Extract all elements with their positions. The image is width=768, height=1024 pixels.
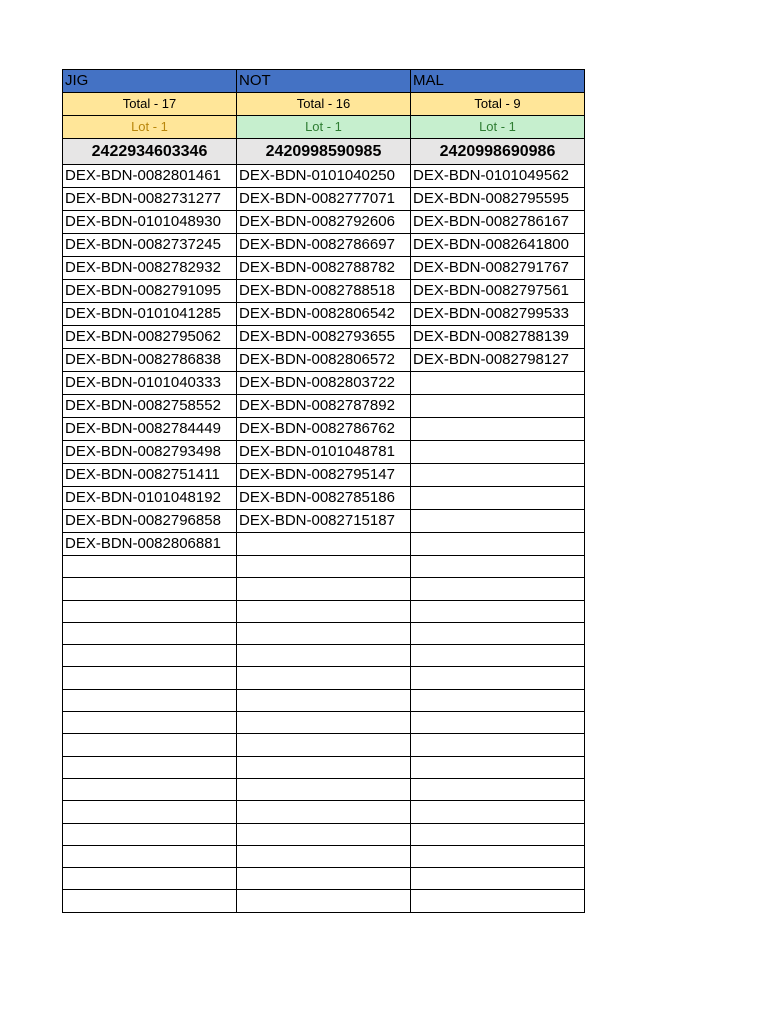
item-cell[interactable] bbox=[237, 556, 411, 578]
item-cell[interactable] bbox=[411, 734, 585, 756]
table-row bbox=[63, 578, 585, 600]
table-row bbox=[63, 418, 585, 441]
item-cell[interactable] bbox=[411, 890, 585, 912]
item-cell[interactable] bbox=[63, 622, 237, 644]
item-cell[interactable] bbox=[237, 622, 411, 644]
item-cell[interactable] bbox=[411, 464, 585, 487]
table-row bbox=[63, 487, 585, 510]
item-cell[interactable] bbox=[63, 756, 237, 778]
table-row bbox=[63, 556, 585, 578]
item-cell[interactable]: DEX-BDN-0082788782 bbox=[237, 257, 411, 280]
item-cell[interactable] bbox=[411, 823, 585, 845]
table-row bbox=[63, 667, 585, 689]
item-cell[interactable]: DEX-BDN-0101048781 bbox=[237, 441, 411, 464]
item-cell[interactable] bbox=[237, 600, 411, 622]
item-cell[interactable]: DEX-BDN-0082715187 bbox=[237, 510, 411, 533]
item-cell[interactable] bbox=[411, 645, 585, 667]
lot-cell[interactable]: Lot - 1 bbox=[63, 116, 237, 139]
item-cell[interactable] bbox=[411, 600, 585, 622]
column-header[interactable]: NOT bbox=[237, 70, 411, 93]
item-cell[interactable] bbox=[237, 533, 411, 556]
table-row bbox=[63, 372, 585, 395]
item-cell[interactable]: DEX-BDN-0082798127 bbox=[411, 349, 585, 372]
item-cell[interactable] bbox=[237, 578, 411, 600]
item-cell[interactable]: DEX-BDN-0082758552 bbox=[63, 395, 237, 418]
item-cell[interactable]: DEX-BDN-0082641800 bbox=[411, 234, 585, 257]
table-row bbox=[63, 280, 585, 303]
item-cell[interactable] bbox=[411, 845, 585, 867]
item-cell[interactable] bbox=[411, 868, 585, 890]
barcode-number-cell[interactable]: 2420998590985 bbox=[237, 139, 411, 165]
table-row bbox=[63, 395, 585, 418]
item-cell[interactable]: DEX-BDN-0082793655 bbox=[237, 326, 411, 349]
total-row bbox=[63, 93, 585, 116]
lot-cell[interactable]: Lot - 1 bbox=[411, 116, 585, 139]
table-row bbox=[63, 712, 585, 734]
table-row bbox=[63, 756, 585, 778]
item-cell[interactable]: DEX-BDN-0082795062 bbox=[63, 326, 237, 349]
item-cell[interactable]: DEX-BDN-0082785186 bbox=[237, 487, 411, 510]
item-cell[interactable]: DEX-BDN-0082786167 bbox=[411, 211, 585, 234]
table-row bbox=[63, 349, 585, 372]
table-row bbox=[63, 533, 585, 556]
item-cell[interactable]: DEX-BDN-0082784449 bbox=[63, 418, 237, 441]
item-cell[interactable] bbox=[63, 556, 237, 578]
table-row bbox=[63, 645, 585, 667]
item-cell[interactable]: DEX-BDN-0082788139 bbox=[411, 326, 585, 349]
table-row bbox=[63, 689, 585, 711]
item-cell[interactable] bbox=[237, 667, 411, 689]
table-row bbox=[63, 257, 585, 280]
table-row bbox=[63, 188, 585, 211]
item-cell[interactable] bbox=[411, 667, 585, 689]
table-row bbox=[63, 890, 585, 912]
table-row bbox=[63, 303, 585, 326]
barcode-number-cell[interactable]: 2420998690986 bbox=[411, 139, 585, 165]
item-cell[interactable] bbox=[63, 868, 237, 890]
item-cell[interactable] bbox=[237, 734, 411, 756]
table-row bbox=[63, 510, 585, 533]
table-row bbox=[63, 165, 585, 188]
item-cell[interactable] bbox=[411, 441, 585, 464]
item-cell[interactable] bbox=[237, 823, 411, 845]
item-cell[interactable]: DEX-BDN-0082806881 bbox=[63, 533, 237, 556]
item-cell[interactable] bbox=[63, 734, 237, 756]
item-cell[interactable]: DEX-BDN-0082795595 bbox=[411, 188, 585, 211]
item-cell[interactable] bbox=[411, 801, 585, 823]
item-cell[interactable] bbox=[411, 395, 585, 418]
item-cell[interactable]: DEX-BDN-0101040333 bbox=[63, 372, 237, 395]
total-cell[interactable]: Total - 17 bbox=[63, 93, 237, 116]
item-cell[interactable]: DEX-BDN-0082806572 bbox=[237, 349, 411, 372]
lot-row bbox=[63, 116, 585, 139]
item-cell[interactable]: DEX-BDN-0101040250 bbox=[237, 165, 411, 188]
item-cell[interactable]: DEX-BDN-0082731277 bbox=[63, 188, 237, 211]
table-row bbox=[63, 622, 585, 644]
item-cell[interactable] bbox=[237, 689, 411, 711]
item-cell[interactable] bbox=[237, 845, 411, 867]
item-cell[interactable] bbox=[63, 578, 237, 600]
table-row bbox=[63, 600, 585, 622]
table-row bbox=[63, 441, 585, 464]
item-cell[interactable]: DEX-BDN-0082793498 bbox=[63, 441, 237, 464]
item-cell[interactable]: DEX-BDN-0101048192 bbox=[63, 487, 237, 510]
item-cell[interactable] bbox=[411, 689, 585, 711]
item-cell[interactable]: DEX-BDN-0082751411 bbox=[63, 464, 237, 487]
item-cell[interactable] bbox=[237, 868, 411, 890]
item-cell[interactable]: DEX-BDN-0082799533 bbox=[411, 303, 585, 326]
item-cell[interactable] bbox=[63, 600, 237, 622]
item-cell[interactable]: DEX-BDN-0082792606 bbox=[237, 211, 411, 234]
table-row bbox=[63, 868, 585, 890]
table-row bbox=[63, 778, 585, 800]
item-cell[interactable]: DEX-BDN-0082791095 bbox=[63, 280, 237, 303]
item-cell[interactable]: DEX-BDN-0082782932 bbox=[63, 257, 237, 280]
item-cell[interactable] bbox=[63, 689, 237, 711]
item-cell[interactable]: DEX-BDN-0082786838 bbox=[63, 349, 237, 372]
spreadsheet-table bbox=[62, 69, 585, 913]
barcode-number-cell[interactable]: 2422934603346 bbox=[63, 139, 237, 165]
item-cell[interactable] bbox=[411, 712, 585, 734]
item-cell[interactable] bbox=[63, 645, 237, 667]
item-cell[interactable] bbox=[237, 712, 411, 734]
code-row bbox=[63, 139, 585, 165]
item-cell[interactable] bbox=[63, 801, 237, 823]
total-cell[interactable]: Total - 9 bbox=[411, 93, 585, 116]
item-cell[interactable]: DEX-BDN-0082786762 bbox=[237, 418, 411, 441]
item-cell[interactable] bbox=[411, 756, 585, 778]
column-header[interactable]: JIG bbox=[63, 70, 237, 93]
item-cell[interactable] bbox=[237, 645, 411, 667]
item-cell[interactable]: DEX-BDN-0082801461 bbox=[63, 165, 237, 188]
total-cell[interactable]: Total - 16 bbox=[237, 93, 411, 116]
item-cell[interactable] bbox=[411, 778, 585, 800]
item-cell[interactable] bbox=[63, 667, 237, 689]
item-cell[interactable] bbox=[411, 533, 585, 556]
item-cell[interactable] bbox=[63, 823, 237, 845]
item-cell[interactable]: DEX-BDN-0082791767 bbox=[411, 257, 585, 280]
item-cell[interactable]: DEX-BDN-0082796858 bbox=[63, 510, 237, 533]
table-row bbox=[63, 464, 585, 487]
item-cell[interactable]: DEX-BDN-0082786697 bbox=[237, 234, 411, 257]
item-cell[interactable]: DEX-BDN-0082797561 bbox=[411, 280, 585, 303]
item-cell[interactable]: DEX-BDN-0082803722 bbox=[237, 372, 411, 395]
item-cell[interactable] bbox=[63, 890, 237, 912]
item-cell[interactable] bbox=[411, 418, 585, 441]
item-cell[interactable]: DEX-BDN-0101048930 bbox=[63, 211, 237, 234]
item-cell[interactable] bbox=[237, 778, 411, 800]
sheet-body bbox=[63, 70, 585, 913]
item-cell[interactable]: DEX-BDN-0101049562 bbox=[411, 165, 585, 188]
item-cell[interactable] bbox=[411, 578, 585, 600]
table-row bbox=[63, 211, 585, 234]
table-row bbox=[63, 801, 585, 823]
column-header[interactable]: MAL bbox=[411, 70, 585, 93]
table-row bbox=[63, 234, 585, 257]
table-row bbox=[63, 326, 585, 349]
item-cell[interactable]: DEX-BDN-0082795147 bbox=[237, 464, 411, 487]
item-cell[interactable]: DEX-BDN-0082806542 bbox=[237, 303, 411, 326]
table-row bbox=[63, 823, 585, 845]
item-cell[interactable]: DEX-BDN-0082737245 bbox=[63, 234, 237, 257]
item-cell[interactable] bbox=[411, 510, 585, 533]
item-cell[interactable] bbox=[63, 712, 237, 734]
item-cell[interactable] bbox=[411, 556, 585, 578]
item-cell[interactable] bbox=[411, 372, 585, 395]
header-row bbox=[63, 70, 585, 93]
item-cell[interactable] bbox=[237, 890, 411, 912]
item-cell[interactable]: DEX-BDN-0101041285 bbox=[63, 303, 237, 326]
item-cell[interactable] bbox=[237, 801, 411, 823]
table-row bbox=[63, 845, 585, 867]
item-cell[interactable] bbox=[411, 622, 585, 644]
item-cell[interactable]: DEX-BDN-0082788518 bbox=[237, 280, 411, 303]
item-cell[interactable]: DEX-BDN-0082777071 bbox=[237, 188, 411, 211]
item-cell[interactable] bbox=[237, 756, 411, 778]
item-cell[interactable] bbox=[63, 778, 237, 800]
item-cell[interactable] bbox=[411, 487, 585, 510]
lot-cell[interactable]: Lot - 1 bbox=[237, 116, 411, 139]
item-cell[interactable] bbox=[63, 845, 237, 867]
table-row bbox=[63, 734, 585, 756]
item-cell[interactable]: DEX-BDN-0082787892 bbox=[237, 395, 411, 418]
